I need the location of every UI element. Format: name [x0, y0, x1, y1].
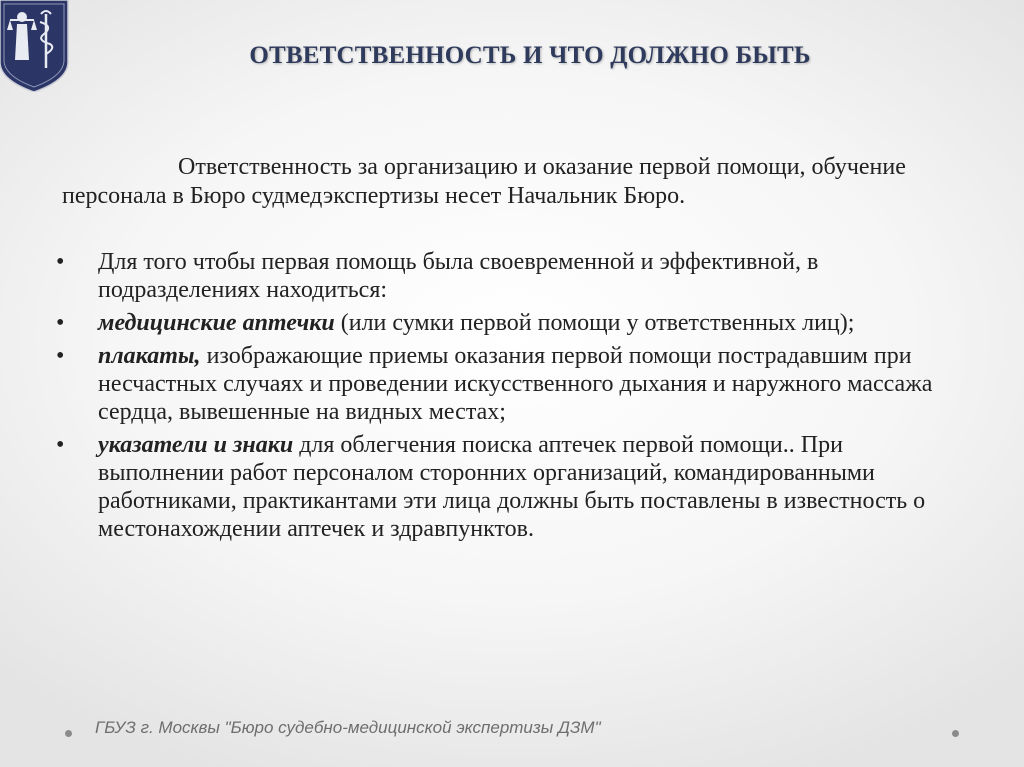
list-item: [56, 342, 966, 426]
list-item: [56, 248, 966, 304]
bullet-icon: •: [56, 343, 65, 369]
list-item-emphasis: указатели и знаки: [98, 432, 294, 458]
intro-paragraph: Ответственность за организацию и оказание первой помощи, обучение персонала в Бюро судмедэкспертизы несет Начальник Бюро.: [62, 154, 906, 209]
list-item-text: для облегчения поиска аптечек первой помощи.. При выполнении работ персоналом сторонних организаций, командированными работниками, практикантами эти лица должны быть поставлены в известность о местонахождении аптечек и здравпунктов.: [98, 432, 926, 542]
list-item-text: (или сумки первой помощи у ответственных лиц);: [334, 310, 855, 336]
footer-text: ГБУЗ г. Москвы "Бюро судебно-медицинской экспертизы ДЗМ": [95, 718, 601, 737]
emblem-icon: [0, 0, 70, 92]
bullet-icon: •: [56, 249, 65, 275]
page-title: ОТВЕТСТВЕННОСТЬ И ЧТО ДОЛЖНО БЫТЬ: [249, 42, 811, 69]
list-item-emphasis: плакаты,: [98, 343, 201, 369]
list-item: [56, 431, 966, 543]
bullet-list: [56, 248, 966, 548]
footer-dot-left: [65, 730, 72, 737]
footer-dot-right: [952, 730, 959, 737]
list-item: [56, 309, 966, 337]
bullet-icon: •: [56, 310, 65, 336]
list-item-text: изображающие приемы оказания первой помощи пострадавшим при несчастных случаях и проведении искусственного дыхания и наружного массажа сердца, вывешенные на видных местах;: [98, 343, 933, 425]
emblem-logo: [0, 0, 70, 92]
list-item-emphasis: медицинские аптечки: [98, 310, 335, 336]
bullet-icon: •: [56, 432, 65, 458]
list-item-text: Для того чтобы первая помощь была своевременной и эффективной, в подразделениях находиться:: [98, 249, 819, 303]
